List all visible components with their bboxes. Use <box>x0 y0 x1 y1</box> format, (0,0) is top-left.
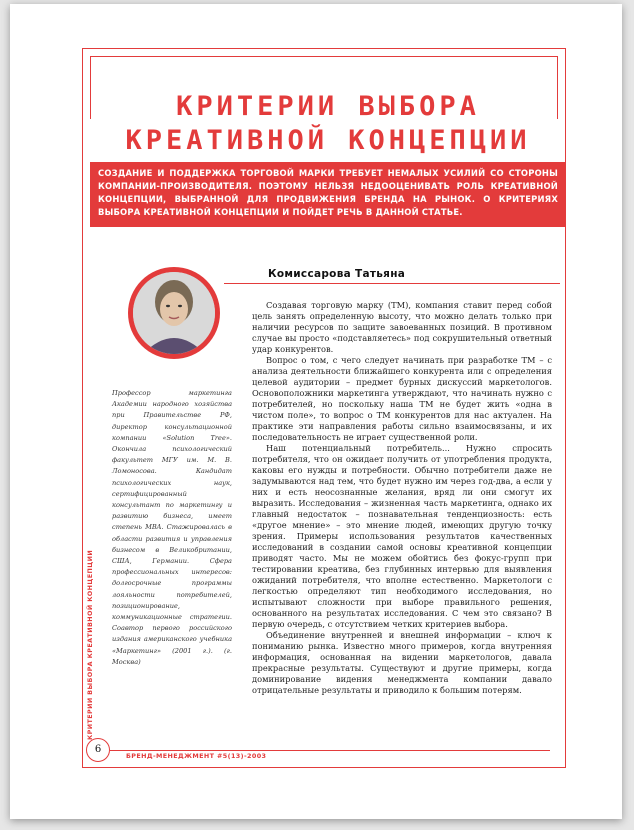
section-label: КРИТЕРИИ ВЫБОРА КРЕАТИВНОЙ КОНЦЕПЦИИ <box>86 549 94 740</box>
magazine-page <box>10 4 622 819</box>
publication-name: БРЕНД-МЕНЕДЖМЕНТ #5(13)-2003 <box>126 752 267 760</box>
author-photo <box>133 272 215 354</box>
paragraph-2: Вопрос о том, с чего следует начинать при разработке ТМ – с анализа деятельности ближайшего конкурента или с определения целевой аудитории – предмет бурных дискуссий маркетологов. Основоположники маркетинга утверждают, что начинать нужно с потребителей, но поскольку наша ТМ не будет жить «одна в чистом поле», то вопрос о ТМ конкурентов для нас актуален. На практике эти направления работы сильно взаимосвязаны, и их последовательность не играет существенной роли. <box>252 355 552 442</box>
author-bio <box>112 388 232 668</box>
author-bio-text: Профессор маркетинга Академии народного хозяйства при Правительстве РФ, директор консультационной компании «Solution Tree». Окончила психологический факультет МГУ им. М. В. Ломоносова. Кандидат психологических наук, сертифицированный консультант по маркетингу и развитию бизнеса, имеет степень MBA. Стажировалась в области развития и управления бизнесом в Великобритании, США, Германии. Сфера профессиональных интересов: долгосрочные программы лояльности потребителей, позиционирование, коммуникационные стратегии. Соавтор первого российского издания американского учебника «Маркетинг» (2001 г.). (г. Москва) <box>112 389 232 666</box>
title-line-2: КРЕАТИВНОЙ КОНЦЕПЦИИ <box>125 125 531 156</box>
title-line-1: КРИТЕРИИ ВЫБОРА <box>176 91 480 122</box>
paragraph-1: Создавая торговую марку (ТМ), компания ставит перед собой цель занять определенную высоту, что можно делать только при наличии ресурсов по защите завоеванных позиций. В противном случае вы просто «подставляетесь» под сокрушительный ответный удар конкурентов. <box>252 300 552 354</box>
page-number: 6 <box>86 738 110 762</box>
paragraph-4: Объединение внутренней и внешней информации – ключ к пониманию рынка. Известно много примеров, когда внутренняя информация, основанная на видении маркетологов, давала прекрасные результаты. Существуют и другие примеры, когда доминирование видения менеджмента компании давало отрицательные результаты и приводило к большим потерям. <box>252 630 552 695</box>
article-body <box>252 300 552 696</box>
paragraph-3: Наш потенциальный потребитель... Нужно спросить потребителя, что он ожидает получить от употребления продукта, каковы его нужды и потребности. Обычно потребители даже не задумываются над тем, что будет нужно им через год-два, а если у них и есть неосознанные желания, вряд ли они смогут их выразить. Исследования – жизненная часть маркетинга, однако их главный недостаток – познавательная тенденциозность: есть «другое мнение» – это мнение людей, имеющих другую точку зрения. Примеры использования результатов качественных исследований в создании самой основы креативной концепции приводят часто. Мы не можем обойтись без фокус-групп при тестировании креатива, без глубинных интервью для выявления ожиданий потребителя, что вполне естественно. Маркетологи с легкостью определяют тип необходимого исследования, но испытывают сложности при выборе правильного решения, основанного на результатах исследования. С чем это связано? В первую очередь, с отсутствием четких критериев выбора. <box>252 443 552 629</box>
article-title <box>90 90 566 158</box>
author-name: Комиссарова Татьяна <box>268 268 406 280</box>
footer-divider <box>110 750 550 751</box>
author-divider <box>224 283 560 284</box>
author-portrait <box>128 267 220 359</box>
lead-paragraph: СОЗДАНИЕ И ПОДДЕРЖКА ТОРГОВОЙ МАРКИ ТРЕБУЕТ НЕМАЛЫХ УСИЛИЙ СО СТОРОНЫ КОМПАНИИ-ПРОИЗВОДИТЕЛЯ. ПОЭТОМУ НЕЛЬЗЯ НЕДООЦЕНИВАТЬ РОЛЬ КРЕАТИВНОЙ КОНЦЕПЦИИ, ВЫБРАННОЙ ДЛЯ ПРОДВИЖЕНИЯ БРЕНДА НА РЫНОК. О КРИТЕРИЯХ ВЫБОРА КРЕАТИВНОЙ КОНЦЕПЦИИ И ПОЙДЕТ РЕЧЬ В ДАННОЙ СТАТЬЕ. <box>90 162 566 227</box>
